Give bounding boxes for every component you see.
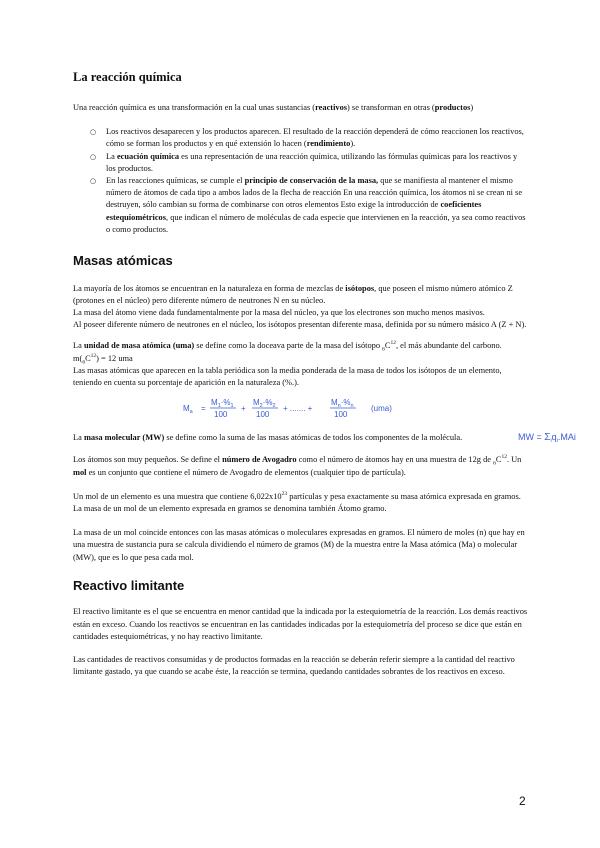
text-run: C: [384, 341, 391, 351]
bold-term: principio de conservación de la masa,: [244, 176, 379, 186]
molecular-mass-row: [73, 432, 576, 445]
superscript: 23: [281, 491, 288, 498]
formula-lhs: $M_a$: [182, 404, 193, 416]
formula-termn-denominator: 100: [333, 410, 347, 420]
superscript: 12: [390, 340, 396, 347]
text-run: La: [73, 341, 84, 351]
text-run: C: [495, 455, 502, 465]
atomic-mass-formula: [73, 393, 528, 428]
circle-bullet-icon: ○: [90, 128, 97, 137]
formula-unit: (uma): [370, 404, 392, 414]
bold-term-reactivos: reactivos: [315, 103, 348, 112]
list-item: [90, 126, 528, 150]
bold-term-productos: productos: [434, 103, 471, 112]
formula-graphic: [181, 393, 421, 423]
text-run: ): [470, 103, 474, 112]
mw-formula-text: MW = $\Sigma_iq_i.MAi$: [518, 432, 576, 445]
section-title-reactivo-limitante: Reactivo limitante: [73, 577, 185, 593]
subscript: 6: [82, 359, 86, 366]
text-run: , que poseen el mismo número atómico Z (protones en el núcleo) pero diferente número de neutrones N en su núcleo.: [73, 283, 513, 305]
text-run: se define como la suma de las masas atómicas de todos los componentes de la molécula.: [164, 433, 463, 443]
formula-term1-numerator: $M_1\cdot\%_1$: [210, 398, 234, 410]
formula-term2-denominator: 100: [255, 410, 269, 420]
subscript: 6: [382, 347, 385, 354]
bold-term-uma: unidad de masa atómica (uma): [83, 341, 195, 351]
molecular-mass-paragraph: [73, 432, 528, 444]
moles-calculation-paragraph: La masa de un mol coincide entonces con las masas atómicas o moleculares expresadas en gramos. El número de moles (n) que hay en una muestra de sustancia pura se calcula dividiendo el número de gramos (M) de la muestra entre la Masa atómica (Ma) o molecular (MW), que es lo que pesa cada mol.: [73, 528, 525, 562]
superscript: 12: [501, 454, 507, 461]
text-run: , que indican el número de moléculas de cada especie que intervienen en la reacción, ya sea como reactivos o como productos.: [106, 212, 526, 234]
text-run: Una reacción química es una transformación en la cual unas sustancias (: [73, 103, 316, 112]
bold-term-avogadro: número de Avogadro: [222, 455, 297, 465]
mw-formula-graphic: [518, 428, 590, 446]
reaction-bullet-list: [73, 126, 528, 236]
uma-paragraph: [73, 340, 528, 364]
bold-term: coeficientes estequiométricos: [106, 200, 482, 222]
text-run: La mayoría de los átomos se encuentran en la naturaleza en forma de mezclas de: [73, 283, 346, 293]
formula-term1-denominator: 100: [213, 410, 227, 420]
limiting-reagent-paragraph: El reactivo limitante es el que se encuentra en menor cantidad que la indicada por la estequiometría de la reacción. Los demás reactivos están en exceso. Cuando los reactivos se encuentran en las cantidades indicadas por la estequiometría del proceso se dice que están en cantidades estequiométricas, y no hay reactivo limitante.: [73, 607, 528, 641]
isotopes-paragraph: [73, 283, 528, 307]
subscript: 6: [493, 461, 496, 468]
text-run: C: [85, 353, 91, 363]
list-item: [90, 151, 528, 175]
mass-number-paragraph: Al poseer diferente número de neutrones en el núcleo, los isótopos presentan diferente masa, definida por su número másico A (Z + N).: [73, 320, 527, 330]
text-run: es una representación de una reacción química, utilizando las fórmulas químicas para los reactivos y los productos.: [106, 151, 518, 173]
bold-term-mol: mol: [73, 467, 87, 477]
formula-plus: +: [240, 404, 246, 414]
text-run: es un conjunto que contiene el número de Avogadro de elementos (cualquier tipo de partícula).: [86, 467, 406, 477]
text-run: partículas y pesa exactamente su masa atómica expresada en gramos. La masa de un mol de un elemento expresada en gramos se denomina también Átomo gramo.: [73, 491, 521, 514]
avogadro-paragraph: [73, 454, 528, 478]
text-run: se define como la doceava parte de la masa del isótopo: [194, 341, 383, 351]
text-run: Los átomos son muy pequeños. Se define el: [73, 455, 223, 465]
superscript: 12: [90, 352, 97, 359]
section-title-masas-atomicas: Masas atómicas: [73, 253, 173, 269]
formula-ellipsis: + ....... +: [282, 404, 312, 414]
bold-term-mw: masa molecular (MW): [83, 433, 165, 443]
intro-paragraph: [73, 102, 528, 114]
text-run: ).: [350, 139, 356, 149]
text-run: Los reactivos desaparecen y los productos aparecen. El resultado de la reacción dependerá de cómo reaccionen los reactivos, cómo se forman los productos y en qué extensión lo hacen (: [106, 127, 524, 149]
text-run: . Un: [506, 455, 522, 465]
list-item: [90, 175, 528, 236]
page-content: [73, 70, 576, 678]
text-run: como el número de átomos hay en una muestra de 12g de: [296, 455, 494, 465]
formula-equals: =: [200, 404, 206, 414]
text-run: que se manifiesta al mantener el mismo número de átomos de cada tipo a ambos lados de la flecha de reacción En una reacción química, los átomos ni se crean ni se destruyen, sólo cambian su forma de combinarse con otros elementos Esto exige la introducción de: [106, 176, 523, 210]
circle-bullet-icon: ○: [90, 177, 97, 186]
bold-term: ecuación química: [116, 151, 180, 161]
text-run: , el más abundante del carbono. m(: [73, 341, 502, 363]
text-run: ) se transforman en otras (: [347, 103, 435, 112]
mol-definition-paragraph: [73, 491, 528, 515]
bold-term-isotopos: isótopos: [345, 283, 375, 293]
circle-bullet-icon: ○: [90, 152, 97, 161]
bold-term: rendimiento: [306, 139, 351, 149]
limiting-reagent-quantities-paragraph: Las cantidades de reactivos consumidas y de productos formadas en la reacción se deberán referir siempre a la cantidad del reactivo limitante gastado, ya que cuando se acabe éste, la reacción se termina, quedando cantidades sobrantes de los reactivos en exceso.: [73, 655, 515, 677]
text-run: En las reacciones químicas, se cumple el: [106, 176, 245, 186]
weighted-average-paragraph: Las masas atómicas que aparecen en la tabla periódica son la media ponderada de la masa de todos los isótopos de un elemento, teniendo en cuenta su porcentaje de aparición en la naturaleza (%.).: [73, 365, 502, 388]
text-run: La: [106, 151, 117, 161]
formula-termn-numerator: $M_n\cdot\%_n$: [330, 398, 354, 410]
atom-mass-paragraph: La masa del átomo viene dada fundamentalmente por la masa del núcleo, ya que los electrones son mucho menos masivos.: [73, 308, 485, 318]
section-title-reaccion-quimica: La reacción química: [73, 70, 182, 84]
text-run: ) = 12 uma: [96, 353, 133, 363]
formula-term2-numerator: $M_2\cdot\%_2$: [252, 398, 276, 410]
text-run: La: [73, 433, 84, 443]
page-number: 2: [519, 794, 526, 808]
text-run: Un mol de un elemento es una muestra que contiene 6,022x10: [73, 491, 282, 501]
